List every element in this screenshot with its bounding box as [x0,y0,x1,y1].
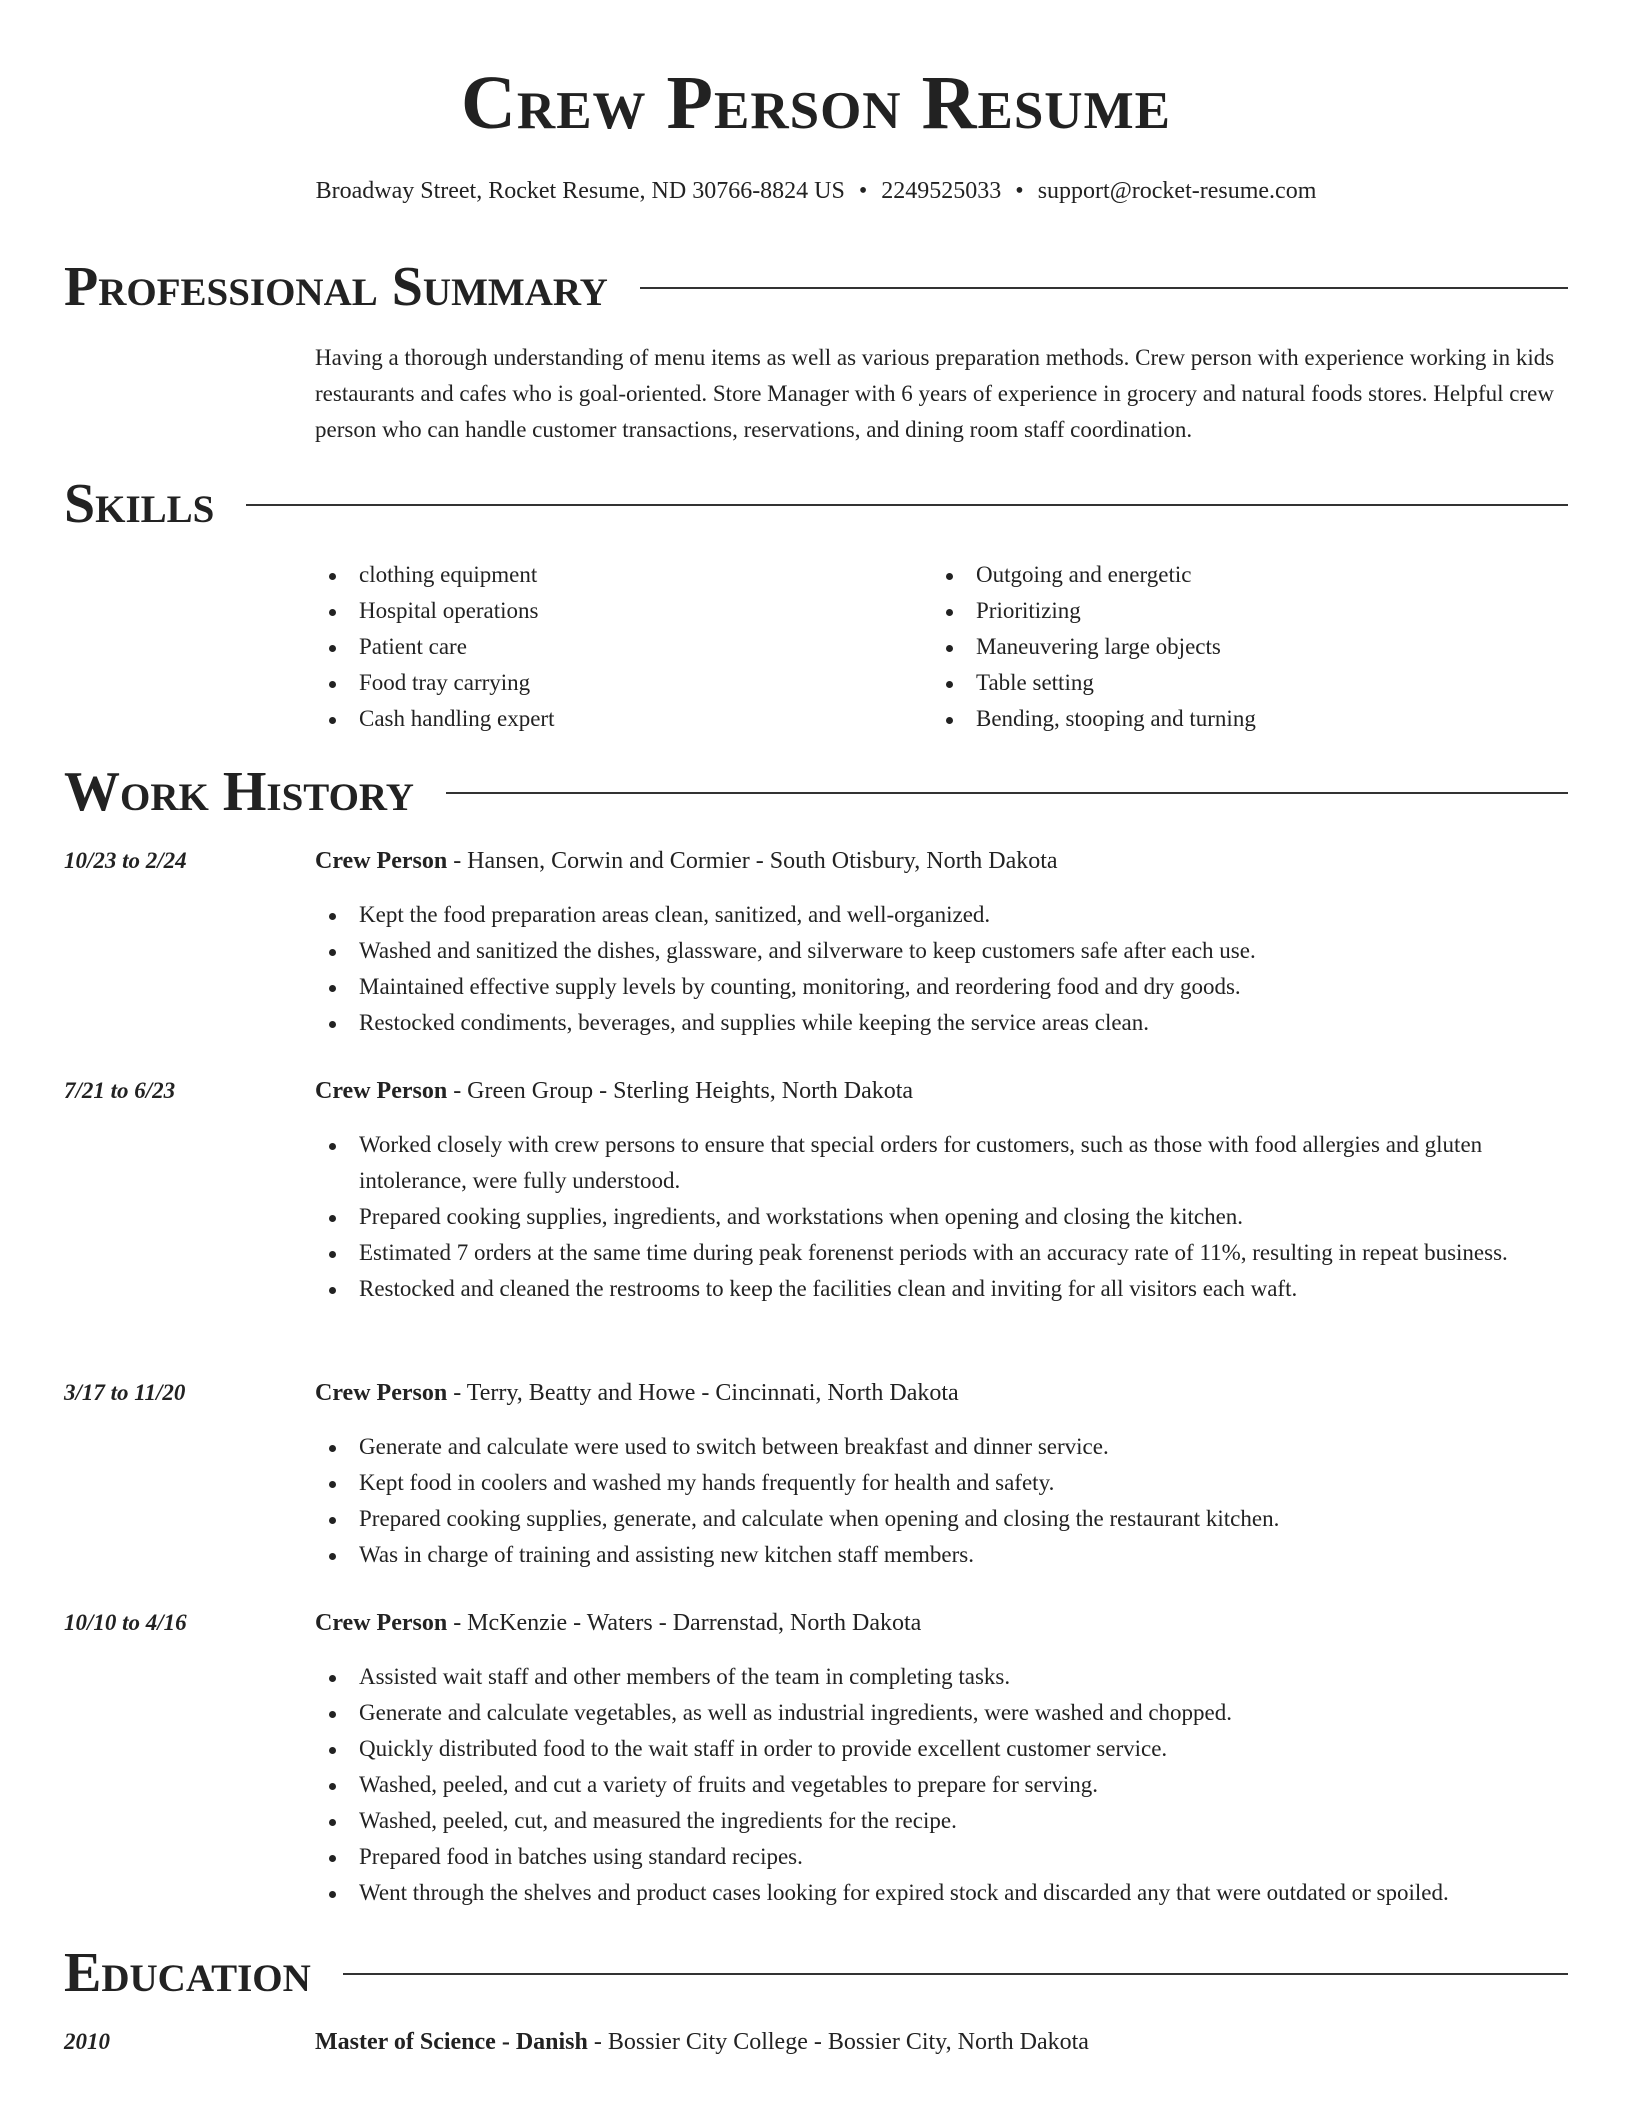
job-duty: Went through the shelves and product cases looking for expired stock and discarded any that were outdated or spoiled. [315,1875,1568,1911]
job-duty: Restocked and cleaned the restrooms to keep the facilities clean and inviting for all visitors each waft. [315,1271,1568,1307]
job-dates: 10/23 to 2/24 [64,848,187,873]
job-duty: Generate and calculate vegetables, as well as industrial ingredients, were washed and chopped. [315,1695,1568,1731]
job-employer: - McKenzie - Waters - Darrenstad, North Dakota [447,1610,922,1636]
job-heading [315,1073,913,1109]
job-role: Crew Person [315,848,448,874]
job-duties [315,1659,1568,1911]
job-duty: Generate and calculate were used to switch between breakfast and dinner service. [315,1429,1568,1465]
skill-item: Maneuvering large objects [932,629,1549,665]
skills-column-right [932,557,1549,737]
section-divider [246,504,1568,506]
job-duties [315,1429,1568,1573]
job-duty: Kept food in coolers and washed my hands frequently for health and safety. [315,1465,1568,1501]
section-divider [640,287,1568,289]
job-duties [315,1127,1568,1307]
job-duty: Prepared food in batches using standard recipes. [315,1839,1568,1875]
job-heading [315,1375,959,1411]
job-heading [315,1605,921,1641]
contact-phone: 2249525033 [881,178,1002,204]
skills-column-left [315,557,932,737]
job-duty: Restocked condiments, beverages, and supplies while keeping the service areas clean. [315,1005,1568,1041]
job-employer: - Green Group - Sterling Heights, North Dakota [447,1078,914,1104]
job-duty: Prepared cooking supplies, ingredients, and workstations when opening and closing the kitchen. [315,1199,1568,1235]
job-duty: Assisted wait staff and other members of the team in completing tasks. [315,1659,1568,1695]
skill-item: clothing equipment [315,557,932,593]
job-duty: Maintained effective supply levels by counting, monitoring, and reordering food and dry goods. [315,969,1568,1005]
contact-separator: • [858,178,868,204]
skill-item: Outgoing and energetic [932,557,1549,593]
job-duty: Washed and sanitized the dishes, glassware, and silverware to keep customers safe after each use. [315,933,1568,969]
education-heading [315,2024,1089,2060]
skill-item: Prioritizing [932,593,1549,629]
skill-item: Food tray carrying [315,665,932,701]
education-degree: Master of Science - Danish [315,2029,588,2055]
skill-item: Cash handling expert [315,701,932,737]
skill-item: Hospital operations [315,593,932,629]
summary-text: Having a thorough understanding of menu items as well as various preparation methods. Crew person with experience working in kids restaurants and cafes who is goal-oriented. Store Manager with 6 years of experience in grocery and natural foods stores. Helpful crew person who can handle customer transactions, reservations, and dining room staff coordination. [315,345,1555,442]
skill-item: Table setting [932,665,1549,701]
job-role: Crew Person [315,1380,448,1406]
job-heading [315,843,1058,879]
education-section-header [64,1938,1568,2008]
summary-section-header [64,252,1568,322]
section-divider [343,1973,1568,1975]
section-title: Work History [64,761,414,823]
job-dates: 7/21 to 6/23 [64,1078,176,1103]
job-role: Crew Person [315,1078,448,1104]
contact-separator: • [1015,178,1024,204]
job-dates: 3/17 to 11/20 [64,1380,186,1405]
education-school: - Bossier City College - Bossier City, North Dakota [587,2029,1089,2055]
work-section-header [64,757,1568,827]
skills-section-header [64,469,1568,539]
job-duty: Kept the food preparation areas clean, sanitized, and well-organized. [315,897,1568,933]
section-title: Skills [64,473,215,535]
contact-email[interactable]: support@rocket-resume.com [1037,178,1317,204]
skill-item: Bending, stooping and turning [932,701,1549,737]
education-year: 2010 [64,2029,110,2054]
job-employer: - Hansen, Corwin and Cormier - South Otisbury, North Dakota [447,848,1058,874]
job-duties [315,897,1568,1041]
resume-name: Crew Person Resume [461,61,1171,145]
section-divider [446,792,1568,794]
job-duty: Washed, peeled, cut, and measured the ingredients for the recipe. [315,1803,1568,1839]
job-duty: Quickly distributed food to the wait staff in order to provide excellent customer service. [315,1731,1568,1767]
contact-line [0,176,1632,206]
job-employer: - Terry, Beatty and Howe - Cincinnati, North Dakota [447,1380,959,1406]
job-duty: Was in charge of training and assisting new kitchen staff members. [315,1537,1568,1573]
skills-list [315,557,1570,737]
job-role: Crew Person [315,1610,448,1636]
section-title: Education [64,1942,311,2004]
job-dates: 10/10 to 4/16 [64,1610,187,1635]
skill-item: Patient care [315,629,932,665]
contact-address: Broadway Street, Rocket Resume, ND 30766-8824 US [315,178,845,204]
job-duty: Washed, peeled, and cut a variety of fruits and vegetables to prepare for serving. [315,1767,1568,1803]
job-duty: Estimated 7 orders at the same time during peak forenenst periods with an accuracy rate of 11%, resulting in repeat business. [315,1235,1568,1271]
job-duty: Worked closely with crew persons to ensure that special orders for customers, such as those with food allergies and gluten intolerance, were fully understood. [315,1127,1568,1199]
section-title: Professional Summary [64,256,608,318]
job-duty: Prepared cooking supplies, generate, and calculate when opening and closing the restaurant kitchen. [315,1501,1568,1537]
